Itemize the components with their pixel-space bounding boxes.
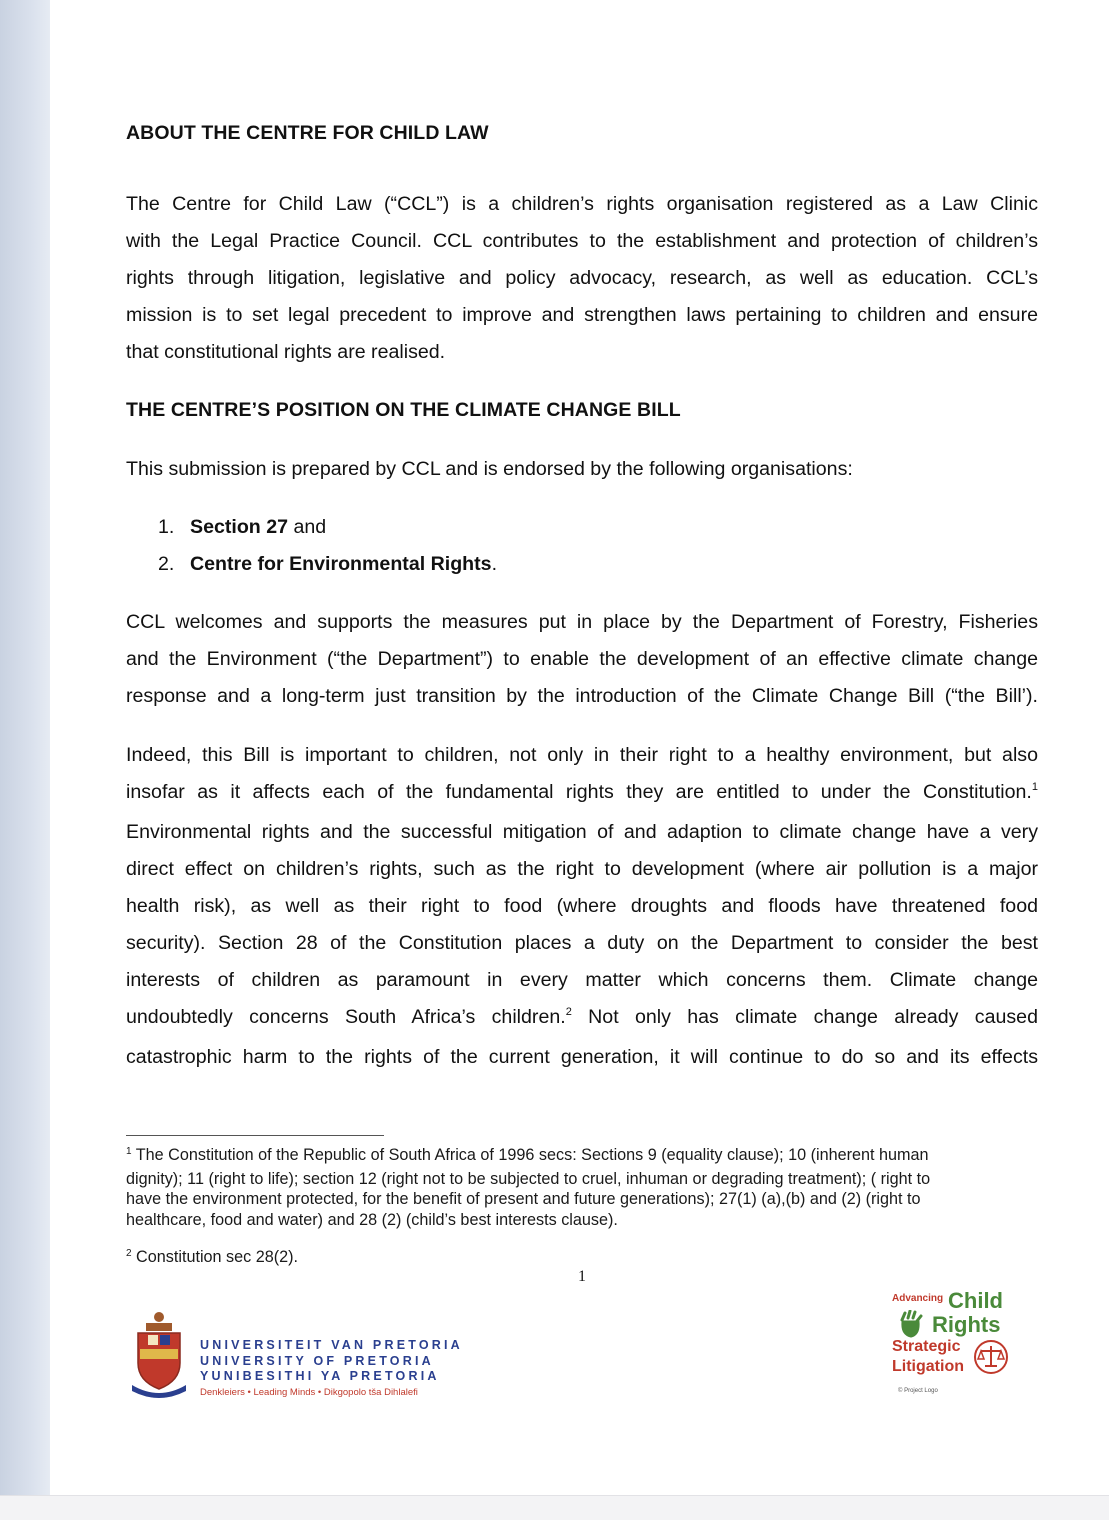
text-line: with the Legal Practice Council. CCL contributes to the establishment and protection of children’s	[126, 230, 1038, 252]
university-name-line: UNIVERSITY OF PRETORIA	[200, 1353, 434, 1368]
text-line: and the Environment (“the Department”) to enable the development of an effective climate change	[126, 648, 1038, 670]
list-bold-text: Centre for Environmental Rights	[190, 553, 492, 575]
document-page	[50, 0, 1109, 1495]
list-item	[126, 509, 1038, 546]
viewer-bottom-edge	[0, 1495, 1109, 1520]
heading-about: ABOUT THE CENTRE FOR CHILD LAW	[126, 122, 489, 144]
paragraph-welcome	[126, 604, 1038, 715]
text-span: The Constitution of the Republic of South Africa of 1996 secs: Sections 9 (equality clause); 10 (inherent human	[131, 1146, 929, 1164]
paragraph-about	[126, 186, 1038, 371]
footnote-ref[interactable]: 2	[565, 1006, 572, 1018]
text-span: insofar as it affects each of the fundamental rights they are entitled to under the Constitution.	[126, 781, 1032, 803]
logo-rights: Rights	[932, 1312, 1001, 1337]
logo-child: Child	[948, 1288, 1003, 1313]
text-line: rights through litigation, legislative and policy advocacy, research, as well as education. CCL’s	[126, 267, 1038, 289]
footnote-line: healthcare, food and water) and 28 (2) (child’s best interests clause).	[126, 1210, 618, 1229]
text-line: security). Section 28 of the Constitution places a duty on the Department to consider the best	[126, 932, 1038, 954]
endorser-list	[126, 509, 1038, 583]
footnote-marker: 2	[126, 1248, 132, 1259]
page-number: 1	[578, 1268, 586, 1285]
paragraph-importance	[126, 737, 1038, 1076]
crest-icon	[126, 1305, 192, 1400]
university-name-line: UNIVERSITEIT VAN PRETORIA	[200, 1338, 463, 1352]
text-line: mission is to set legal precedent to improve and strengthen laws pertaining to children and ensure	[126, 304, 1038, 326]
logo-copyright: © Project Logo	[898, 1388, 938, 1394]
footnote-line	[126, 1145, 1026, 1169]
list-bold-text: Section 27	[190, 516, 289, 538]
university-tagline: Denkleiers • Leading Minds • Dikgopolo tša Dihlalefi	[200, 1387, 418, 1398]
list-item	[126, 546, 1038, 583]
scales-icon	[972, 1338, 1010, 1376]
text-line: that constitutional rights are realised.	[126, 341, 446, 363]
hand-icon	[898, 1310, 924, 1338]
footnote-1	[126, 1145, 1026, 1230]
footnote-line: dignity); 11 (right to life); section 12 (right not to be subjected to cruel, inhuman or degrading treatment); ( right to	[126, 1169, 931, 1188]
text-line	[126, 999, 1038, 1039]
list-rest-text: .	[491, 553, 498, 575]
university-of-pretoria-logo	[126, 1305, 463, 1400]
text-line	[126, 774, 1038, 814]
footnote-line: have the environment protected, for the benefit of present and future generations); 27(1) (a),(b) and (2) (right to	[126, 1190, 921, 1209]
heading-position: THE CENTRE’S POSITION ON THE CLIMATE CHANGE BILL	[126, 399, 681, 421]
advancing-child-rights-logo	[892, 1288, 1022, 1398]
logo-advancing: Advancing	[892, 1293, 944, 1304]
university-name	[200, 1338, 463, 1385]
text-line: direct effect on children’s rights, such as the right to development (where air pollution is a major	[126, 858, 1038, 880]
paragraph-submission	[126, 451, 1038, 488]
logo-strategic: Strategic	[892, 1338, 961, 1355]
footnote-ref[interactable]: 1	[1031, 781, 1038, 793]
text-span: undoubtedly concerns South Africa’s children.	[126, 1006, 566, 1028]
logo-litigation: Litigation	[892, 1358, 964, 1375]
text-line: catastrophic harm to the rights of the current generation, it will continue to do so and its effects	[126, 1046, 1038, 1068]
list-number: 2.	[158, 553, 175, 575]
text-line: The Centre for Child Law (“CCL”) is a children’s rights organisation registered as a Law Clinic	[126, 193, 1038, 215]
list-number: 1.	[158, 516, 175, 538]
text-line: health risk), as well as their right to food (where droughts and floods have threatened food	[126, 895, 1038, 917]
text-span: Not only has climate change already caused	[571, 1006, 1038, 1028]
text-line: Indeed, this Bill is important to children, not only in their right to a healthy environment, but also	[126, 744, 1038, 766]
text-line: Environmental rights and the successful mitigation of and adaption to climate change have a very	[126, 821, 1038, 843]
text-line: interests of children as paramount in every matter which concerns them. Climate change	[126, 969, 1038, 991]
viewer-left-gutter	[0, 0, 50, 1495]
university-name-line: YUNIBESITHI YA PRETORIA	[200, 1369, 440, 1383]
text-line: CCL welcomes and supports the measures put in place by the Department of Forestry, Fisheries	[126, 611, 1038, 633]
footnote-marker: 1	[126, 1146, 132, 1157]
text-line: response and a long-term just transition by the introduction of the Climate Change Bill (“the Bill’).	[126, 685, 1038, 707]
text-span: Constitution sec 28(2).	[131, 1248, 299, 1266]
text-line: This submission is prepared by CCL and is endorsed by the following organisations:	[126, 458, 853, 480]
list-rest-text: and	[288, 516, 327, 538]
footnote-separator	[126, 1135, 384, 1136]
